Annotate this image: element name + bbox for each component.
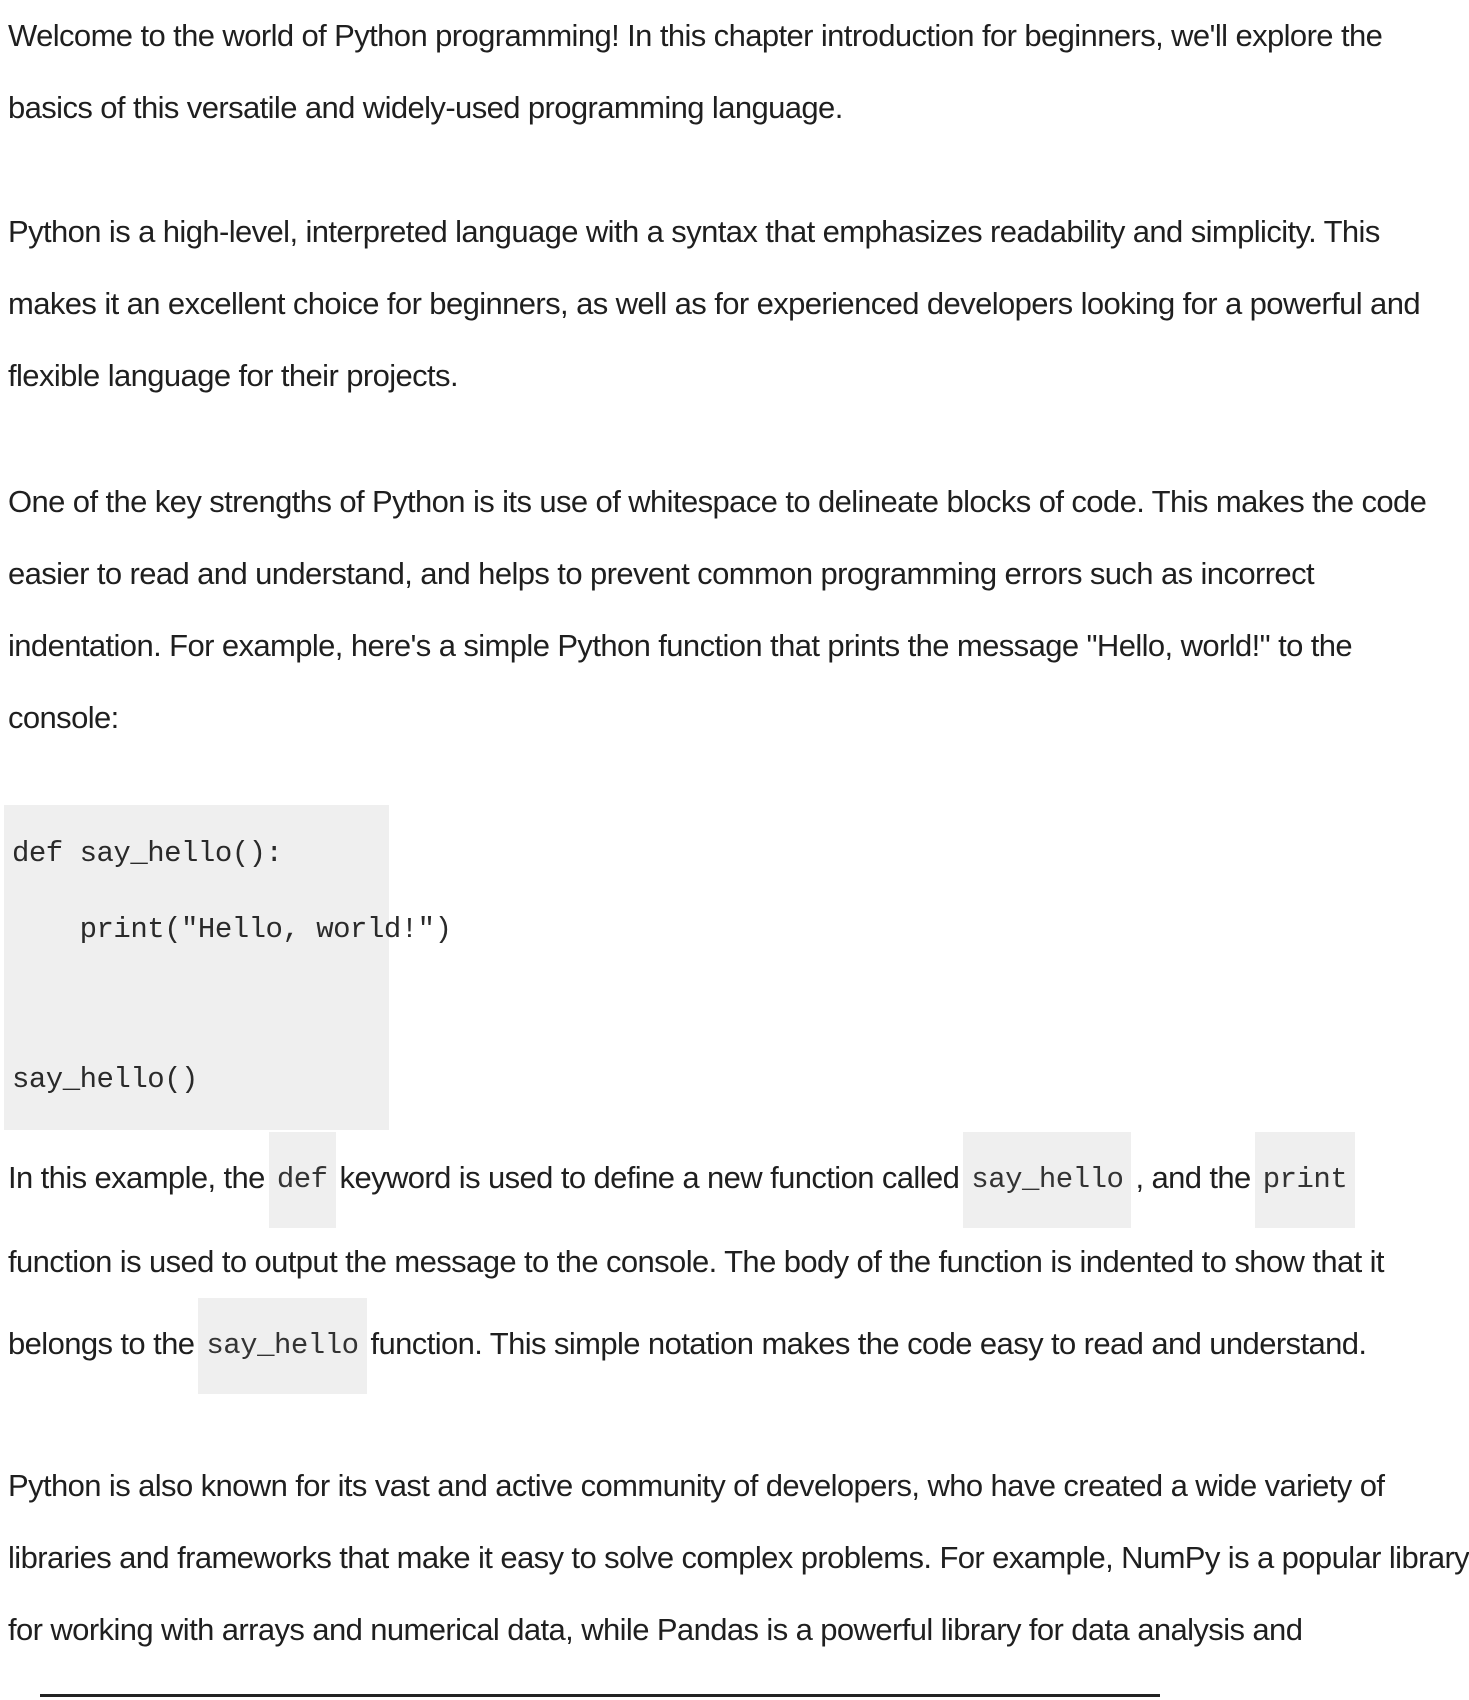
text-line: makes it an excellent choice for beginners, as well as for experienced developers looking for a powerful and [8, 286, 1420, 321]
text-line: indentation. For example, here's a simple Python function that prints the message "Hello, world!" to the [8, 628, 1353, 663]
inline-code-def: def [269, 1132, 336, 1228]
text-segment: belongs to the [8, 1325, 195, 1361]
code-line: def say_hello(): [12, 837, 283, 870]
whitespace-paragraph [8, 466, 1427, 754]
code-block [4, 805, 452, 1130]
text-segment: keyword is used to define a new function called [339, 1160, 960, 1195]
example-explanation-paragraph [8, 1142, 1384, 1382]
text-segment: function. This simple notation makes the code easy to read and understand. [370, 1325, 1367, 1361]
text-line: One of the key strengths of Python is its use of whitespace to delineate blocks of code. This makes the code [8, 484, 1427, 519]
text-line [8, 1308, 1367, 1382]
text-line: console: [8, 700, 119, 735]
text-line: function is used to output the message to the console. The body of the function is indented to show that it [8, 1243, 1384, 1279]
python-overview-paragraph [8, 196, 1420, 412]
inline-code-print: print [1255, 1132, 1356, 1228]
intro-paragraph [8, 0, 1383, 144]
text-segment: In this example, the [8, 1160, 265, 1195]
inline-code-say-hello: say_hello [963, 1132, 1131, 1228]
text-line: libraries and frameworks that make it easy to solve complex problems. For example, NumPy is a popular library [8, 1540, 1469, 1575]
text-line: Welcome to the world of Python programming! In this chapter introduction for beginners, we'll explore the [8, 18, 1383, 53]
code-line: print("Hello, world!") [12, 913, 452, 946]
text-line: for working with arrays and numerical data, while Pandas is a powerful library for data analysis and [8, 1612, 1303, 1647]
text-line [8, 1142, 1348, 1216]
code-line: say_hello() [12, 1063, 198, 1096]
community-paragraph [8, 1450, 1469, 1666]
inline-code-say-hello: say_hello [198, 1298, 366, 1394]
text-line: Python is also known for its vast and active community of developers, who have created a wide variety of [8, 1468, 1385, 1503]
divider [40, 1694, 1160, 1697]
text-line: Python is a high-level, interpreted language with a syntax that emphasizes readability and simplicity. This [8, 214, 1380, 249]
text-segment: , and the [1135, 1160, 1251, 1195]
text-line: flexible language for their projects. [8, 358, 458, 393]
text-line: basics of this versatile and widely-used programming language. [8, 90, 843, 125]
text-line: easier to read and understand, and helps to prevent common programming errors such as incorrect [8, 556, 1314, 591]
